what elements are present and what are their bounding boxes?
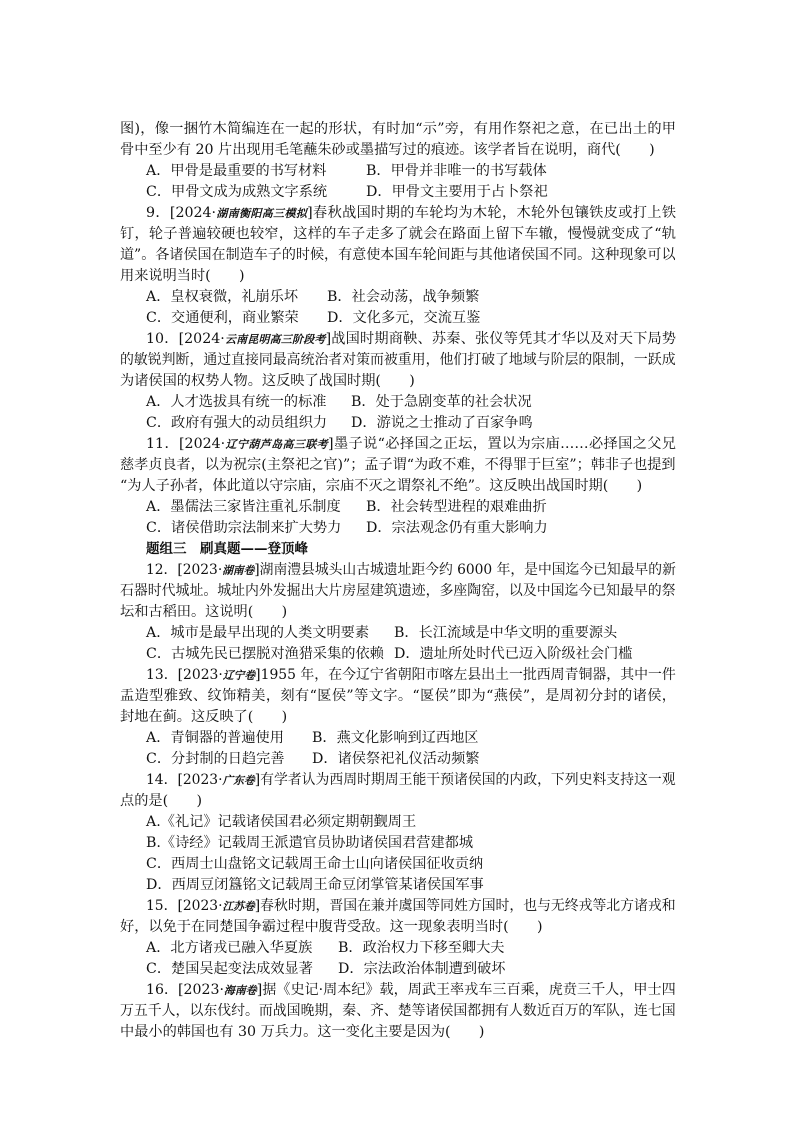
q9-stem-line-3: 道”。各诸侯国在制造车子的时候，有意使本国车轮间距与其他诸侯国不同。这种现象可以	[120, 247, 676, 263]
q8-option-b: B．甲骨并非唯一的书写载体	[366, 163, 547, 179]
q8-option-c: C．甲骨文成为成熟文字系统	[146, 184, 328, 200]
q11-stem-line-2: 慈孝贞良者，以为祝宗(主祭祀之官)”；孟子谓“为政不难，不得罪于巨室”；韩非子也提到	[120, 457, 676, 473]
q10-number: 10．[2024·	[146, 331, 225, 347]
q14-stem-text: ]有学者认为西周时期周王能干预诸侯国的内政，下列史料支持这一观	[254, 772, 676, 788]
q16-stem-line-2: 万五千人，以东伐纣。而战国晚期，秦、齐、楚等诸侯国都拥有人数近百万的军队，连七国	[120, 1003, 676, 1019]
q11-option-d: D．宗法观念仍有重大影响力	[366, 520, 548, 536]
q11-stem-text: ]墨子说“必择国之正坛，置以为宗庙……必择国之父兄	[328, 436, 676, 452]
q13-option-c: C．分封制的日趋完善	[146, 751, 285, 767]
q13-stem-line-3: 封地在蓟。这反映了( )	[120, 709, 288, 725]
q9-number: 9．[2024·	[146, 205, 217, 221]
q14-option-d: D．西周豆闭簋铭文记载周王命豆闭掌管某诸侯国军事	[146, 877, 484, 893]
q11-stem-line-3: “为人子孙者，体此道以守宗庙，宗庙不灭之谓祭礼不绝”。这反映出战国时期( )	[120, 478, 643, 494]
group-3-heading: 题组三 刷真题——登顶峰	[146, 541, 308, 557]
q12-source: 湖南卷	[222, 564, 255, 577]
q10-source: 云南昆明高三阶段考	[224, 333, 326, 346]
q8-option-d: D．甲骨文主要用于占卜祭祀	[366, 184, 548, 200]
q9-option-c: C．交通便利，商业繁荣	[146, 310, 299, 326]
q13-source: 辽宁卷	[222, 669, 256, 682]
q15-option-a: A．北方诸戎已融入华夏族	[146, 940, 313, 956]
q13-number: 13．[2023·	[146, 667, 223, 683]
q13-stem-line-2: 盂造型雅致、纹饰精美，刻有“匽侯”等文字。“匽侯”即为“燕侯”，是周初分封的诸侯，	[120, 688, 676, 704]
q15-stem-line-1	[146, 896, 676, 917]
q12-stem-text: ]湖南澧县城头山古城遗址距今约 6000 年，是中国迄今已知最早的新	[254, 562, 676, 578]
q9-option-a: A．皇权衰微，礼崩乐坏	[146, 289, 299, 305]
q9-option-b: B．社会动荡，战争频繁	[327, 289, 480, 305]
q10-stem-line-2: 的敏锐判断，通过直接同最高统治者对策而被重用，他们打破了地域与阶层的限制，一跃成	[120, 352, 676, 368]
q11-option-b: B．社会转型进程的艰难曲折	[366, 499, 547, 515]
q10-stem-text: ]战国时期商鞅、苏秦、张仪等凭其才华以及对天下局势	[325, 331, 676, 347]
q10-option-a: A．人才选拔具有统一的标准	[146, 394, 327, 410]
q13-stem-line-1	[146, 665, 676, 686]
q13-option-d: D．诸侯祭祀礼仪活动频繁	[312, 751, 480, 767]
q16-stem-text: ]据《史记·周本纪》载，周武王率戎车三百乘，虎贲三千人，甲士四	[256, 982, 676, 998]
q16-stem-line-1	[146, 980, 676, 1001]
q16-source: 海南卷	[223, 984, 257, 997]
q16-stem-line-3: 中最小的韩国也有 30 万兵力。这一变化主要是因为( )	[120, 1024, 485, 1040]
q12-number: 12．[2023·	[146, 562, 223, 578]
q10-stem-line-1	[146, 329, 676, 350]
q12-stem-line-1	[146, 560, 676, 581]
q9-stem-line-1	[146, 203, 676, 224]
q10-option-d: D．游说之士推动了百家争鸣	[351, 415, 533, 431]
q12-option-a: A．城市是最早出现的人类文明要素	[146, 625, 370, 641]
q10-option-c: C．政府有强大的动员组织力	[146, 415, 328, 431]
q12-option-d: D．遗址所处时代已迈入阶级社会门槛	[394, 646, 633, 662]
q10-option-b: B．处于急剧变革的社会状况	[351, 394, 532, 410]
q14-stem-line-1	[146, 770, 676, 791]
q11-option-c: C．诸侯借助宗法制来扩大势力	[146, 520, 342, 536]
q11-source: 辽宁葫芦岛高三联考	[225, 438, 329, 451]
q13-stem-text: ]1955 年，在今辽宁省朝阳市喀左县出土一批西周青铜器，其中一件	[255, 667, 676, 683]
q15-stem-line-2: 好，以免于在同楚国争霸过程中腹背受敌。这一现象表明当时( )	[120, 919, 543, 935]
q8-stem-line-1: 图)，像一捆竹木简编连在一起的形状，有时加“示”旁，有用作祭祀之意，在已出土的甲	[120, 121, 676, 137]
q12-stem-line-3: 坛和古稻田。这说明( )	[120, 604, 288, 620]
q13-option-b: B．燕文化影响到辽西地区	[312, 730, 479, 746]
q12-option-b: B．长江流域是中华文明的重要源头	[394, 625, 618, 641]
q14-option-a: A.《礼记》记载诸侯国君必须定期朝觐周王	[146, 814, 417, 830]
q11-number: 11．[2024·	[146, 436, 226, 452]
q15-stem-text: ]春秋时期，晋国在兼并虞国等同姓方国时，也与无终戎等北方诸戎和	[254, 898, 676, 914]
q14-stem-line-2: 点的是( )	[120, 793, 203, 809]
q8-stem-line-2: 骨中至少有 20 片出现用毛笔蘸朱砂或墨描写过的痕迹。该学者旨在说明，商代( )	[120, 142, 655, 158]
q9-stem-text: ]春秋战国时期的车轮均为木轮，木轮外包镶铁皮或打上铁	[307, 205, 677, 221]
q15-option-b: B．政治权力下移至卿大夫	[338, 940, 505, 956]
q15-option-d: D．宗法政治体制遭到破坏	[338, 961, 506, 977]
q9-stem-line-2: 钉，轮子普遍较硬也较窄，这样的车子走多了就会在路面上留下车辙，慢慢就变成了“轨	[120, 226, 676, 242]
q11-stem-line-1	[146, 434, 676, 455]
q14-source: 广东卷	[222, 774, 255, 787]
q12-stem-line-2: 石器时代城址。城址内外发掘出大片房屋建筑遗迹，多座陶窑，以及中国迄今已知最早的祭	[120, 583, 676, 599]
q14-option-c: C．西周士山盘铭文记载周王命士山向诸侯国征收贡纳	[146, 856, 484, 872]
q16-number: 16．[2023·	[146, 982, 224, 998]
q12-option-c: C．古城先民已摆脱对渔猎采集的依赖	[146, 646, 384, 662]
q13-option-a: A．青铜器的普遍使用	[146, 730, 284, 746]
q9-stem-line-4: 用来说明当时( )	[120, 268, 245, 284]
q9-source: 湖南衡阳高三模拟	[216, 207, 308, 220]
q8-option-a: A．甲骨是最重要的书写材料	[146, 163, 327, 179]
q15-source: 江苏卷	[222, 900, 255, 913]
q14-option-b: B.《诗经》记载周王派遣官员协助诸侯国君营建都城	[146, 835, 474, 851]
q10-stem-line-3: 为诸侯国的权势人物。这反映了战国时期( )	[120, 373, 415, 389]
q15-option-c: C．楚国吴起变法成效显著	[146, 961, 313, 977]
q9-option-d: D．文化多元，交流互鉴	[327, 310, 481, 326]
q14-number: 14．[2023·	[146, 772, 223, 788]
q15-number: 15．[2023·	[146, 898, 223, 914]
q11-option-a: A．墨儒法三家皆注重礼乐制度	[146, 499, 341, 515]
